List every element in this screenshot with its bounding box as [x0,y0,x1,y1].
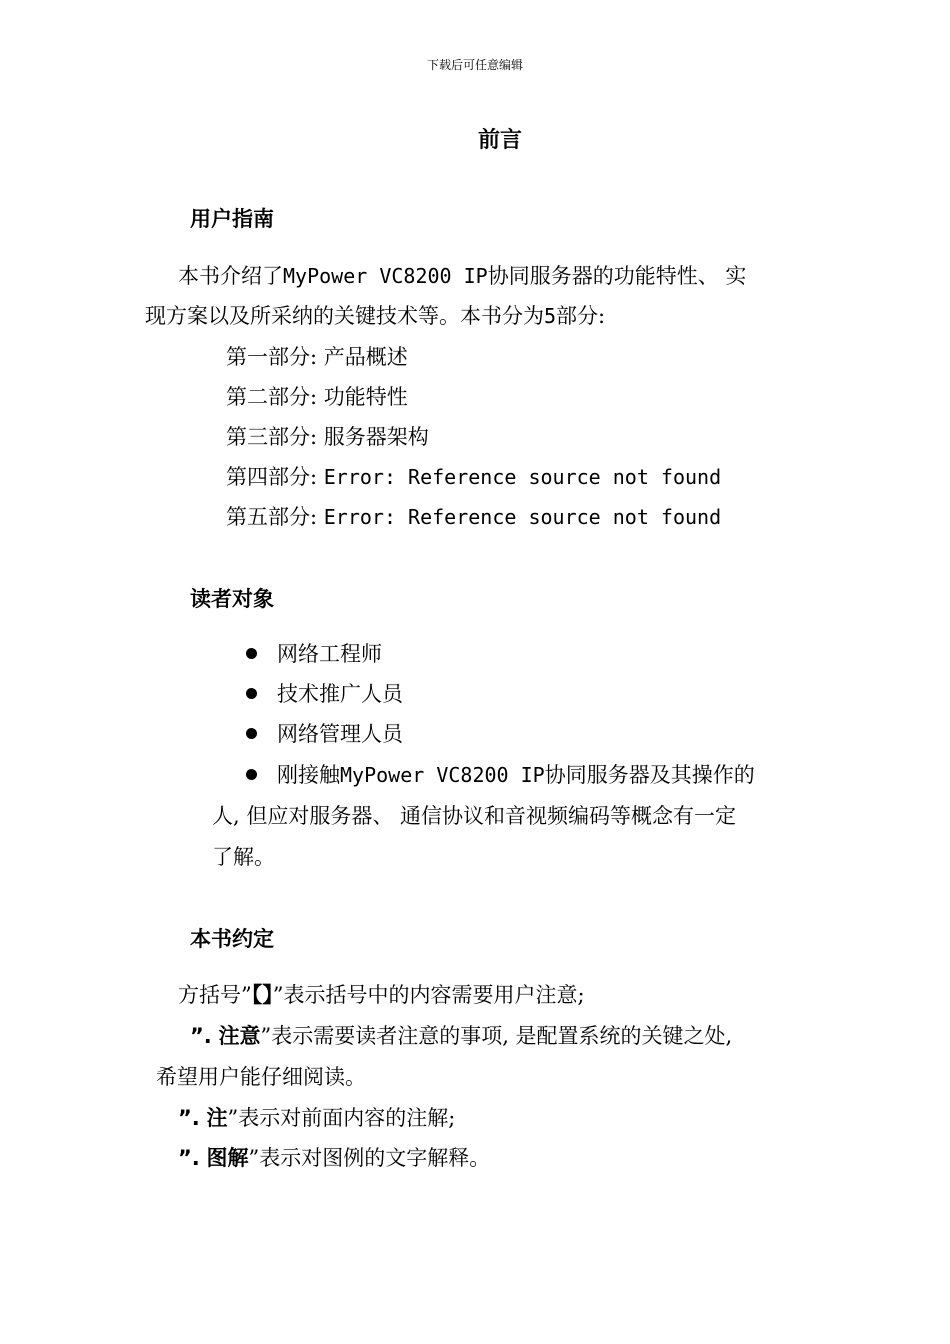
intro-line-1 [178,256,746,296]
reader-list-item [246,755,755,795]
bullet-icon [246,728,257,739]
product-name: MyPower VC8200 IP [283,264,488,288]
intro-text: 现方案以及所采纳的关键技术等。本书分为 [145,304,544,328]
part-item [226,497,721,537]
convention-term: 注意 [218,1024,261,1048]
convention-text: 方括号” [178,983,252,1007]
page-title: 前言 [477,128,522,153]
part-item [226,337,408,377]
part-text: Error: Reference source not found [323,505,722,529]
part-text: 产品概述 [323,345,408,369]
convention-term: 图解 [206,1146,249,1170]
part-label: 第三部分: [226,425,318,449]
reader-item-text: 协同服务器及其操作的 [544,763,755,787]
reader-item-text: 刚接触 [277,763,340,787]
intro-text: 本书介绍了 [178,264,283,288]
intro-text: 部分: [556,304,606,328]
intro-line-2 [145,296,605,336]
part-label: 第四部分: [226,465,318,489]
page-header-note: 下载后可任意编辑 [426,58,523,72]
convention-text: ”表示需要读者注意的事项, 是配置系统的关键之处, [260,1024,733,1048]
part-count: 5 [544,304,557,328]
convention-text: ”表示对前面内容的注解; [227,1106,456,1130]
reader-list-item [246,674,403,714]
reader-item-continuation: 了解。 [212,845,275,869]
section-heading-user-guide: 用户指南 [190,207,274,231]
convention-text: ”表示对图例的文字解释。 [248,1146,491,1170]
bullet-icon [246,769,257,780]
bracket-symbol: 【】 [251,983,273,1007]
section-heading-conventions: 本书约定 [190,927,274,951]
reader-item-text: 网络工程师 [277,642,382,666]
convention-prefix: ”. [178,1106,200,1130]
reader-item-text: 网络管理人员 [277,722,403,746]
part-label: 第二部分: [226,385,318,409]
convention-line-note [178,1098,455,1138]
part-item [226,457,721,497]
reader-item-text: 技术推广人员 [277,682,403,706]
convention-line-brackets [178,975,585,1015]
bullet-icon [246,688,257,699]
convention-text: ”表示括号中的内容需要用户注意; [272,983,585,1007]
reader-list-item [246,714,403,754]
part-label: 第五部分: [226,505,318,529]
intro-text: 协同服务器的功能特性、 实 [487,264,747,288]
product-name: MyPower VC8200 IP [340,763,545,787]
convention-line-attention [190,1016,732,1056]
reader-item-continuation: 人, 但应对服务器、 通信协议和音视频编码等概念有一定 [212,804,737,828]
part-item [226,377,408,417]
convention-prefix: ”. [190,1024,212,1048]
part-label: 第一部分: [226,345,318,369]
convention-prefix: ”. [178,1146,200,1170]
part-text: 服务器架构 [323,425,429,449]
convention-line-continuation: 希望用户能仔细阅读。 [156,1065,366,1089]
reader-list-item [246,634,382,674]
bullet-icon [246,648,257,659]
convention-line-illustration [178,1138,490,1178]
part-text: Error: Reference source not found [323,465,722,489]
section-heading-readers: 读者对象 [190,587,274,611]
part-item [226,417,429,457]
part-text: 功能特性 [323,385,408,409]
convention-term: 注 [206,1106,228,1130]
